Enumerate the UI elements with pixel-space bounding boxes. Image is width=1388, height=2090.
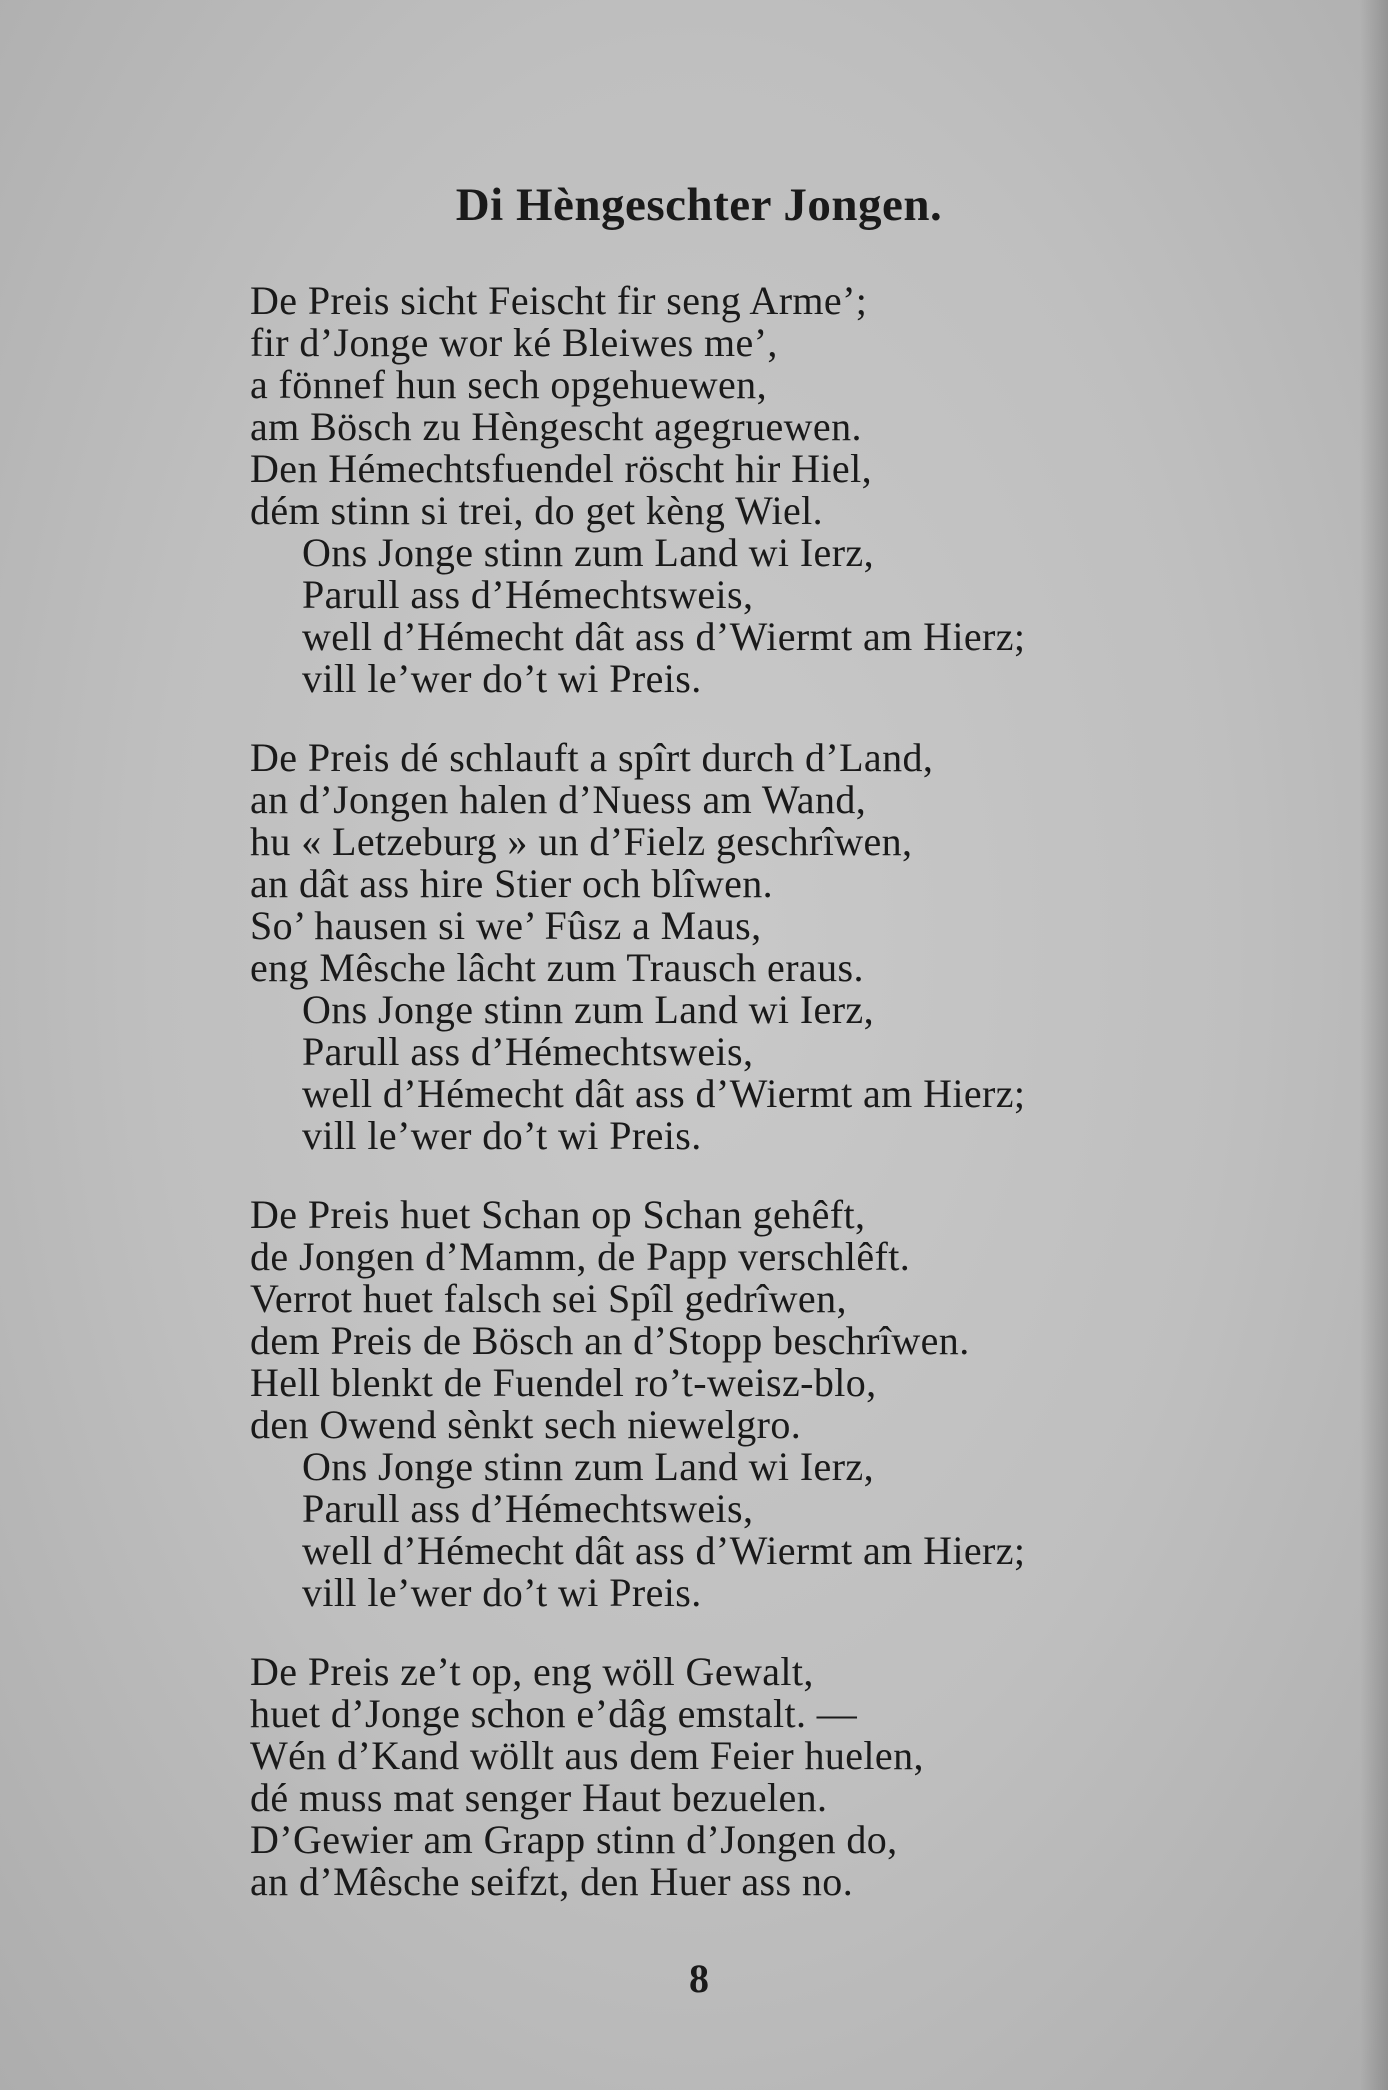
verse-line: an d’Mêsche seifzt, den Huer ass no. xyxy=(250,1859,854,1904)
verse-line: De Preis sicht Feischt fir seng Arme’; xyxy=(250,278,868,323)
stanza-1 xyxy=(250,280,1250,700)
verse-line: D’Gewier am Grapp stinn d’Jongen do, xyxy=(250,1817,898,1862)
verse-line: a fönnef hun sech opgehuewen, xyxy=(250,362,767,407)
verse-line: hu « Letzeburg » un d’Fielz geschrîwen, xyxy=(250,819,913,864)
verse-line: am Bösch zu Hèngescht agegruewen. xyxy=(250,404,862,449)
verse-line: huet d’Jonge schon e’dâg emstalt. — xyxy=(250,1691,858,1736)
refrain-line: Parull ass d’Hémechtsweis, xyxy=(302,572,754,617)
refrain-line: vill le’wer do’t wi Preis. xyxy=(302,1113,702,1158)
verse-line: Wén d’Kand wöllt aus dem Feier huelen, xyxy=(250,1733,924,1778)
refrain-line: Parull ass d’Hémechtsweis, xyxy=(302,1029,754,1074)
refrain-line: vill le’wer do’t wi Preis. xyxy=(302,656,702,701)
verse-line: an d’Jongen halen d’Nuess am Wand, xyxy=(250,777,867,822)
verse-line: dé muss mat senger Haut bezuelen. xyxy=(250,1775,828,1820)
refrain-line: Ons Jonge stinn zum Land wi Ierz, xyxy=(302,530,874,575)
refrain-line: well d’Hémecht dât ass d’Wiermt am Hierz; xyxy=(302,1528,1026,1573)
verse-line: den Owend sènkt sech niewelgro. xyxy=(250,1402,802,1447)
verse-line: De Preis huet Schan op Schan gehêft, xyxy=(250,1192,866,1237)
verse-line: Den Hémechtsfuendel röscht hir Hiel, xyxy=(250,446,872,491)
stanza-2 xyxy=(250,737,1250,1157)
stanza-4 xyxy=(250,1651,1250,1903)
verse-line: De Preis dé schlauft a spîrt durch d’Land, xyxy=(250,735,934,780)
page-number: 8 xyxy=(689,1956,709,2001)
refrain-line: vill le’wer do’t wi Preis. xyxy=(302,1570,702,1615)
refrain-line: Ons Jonge stinn zum Land wi Ierz, xyxy=(302,987,874,1032)
verse-line: dém stinn si trei, do get kèng Wiel. xyxy=(250,488,824,533)
page-edge-shadow xyxy=(1360,0,1388,2090)
verse-line: fir d’Jonge wor ké Bleiwes me’, xyxy=(250,320,778,365)
verse-line: an dât ass hire Stier och blîwen. xyxy=(250,861,774,906)
verse-line: de Jongen d’Mamm, de Papp verschlêft. xyxy=(250,1234,911,1279)
refrain-line: well d’Hémecht dât ass d’Wiermt am Hierz; xyxy=(302,1071,1026,1116)
refrain-line: Ons Jonge stinn zum Land wi Ierz, xyxy=(302,1444,874,1489)
refrain-line: Parull ass d’Hémechtsweis, xyxy=(302,1486,754,1531)
stanza-3 xyxy=(250,1194,1250,1614)
verse-line: So’ hausen si we’ Fûsz a Maus, xyxy=(250,903,762,948)
verse-line: Verrot huet falsch sei Spîl gedrîwen, xyxy=(250,1276,847,1321)
verse-line: eng Mêsche lâcht zum Trausch eraus. xyxy=(250,945,864,990)
refrain-line: well d’Hémecht dât ass d’Wiermt am Hierz; xyxy=(302,614,1026,659)
verse-line: De Preis ze’t op, eng wöll Gewalt, xyxy=(250,1649,814,1694)
poem-title: Di Hèngeschter Jongen. xyxy=(455,179,943,231)
verse-line: Hell blenkt de Fuendel ro’t-weisz-blo, xyxy=(250,1360,877,1405)
verse-line: dem Preis de Bösch an d’Stopp beschrîwen. xyxy=(250,1318,970,1363)
poem-body xyxy=(250,280,1250,1940)
